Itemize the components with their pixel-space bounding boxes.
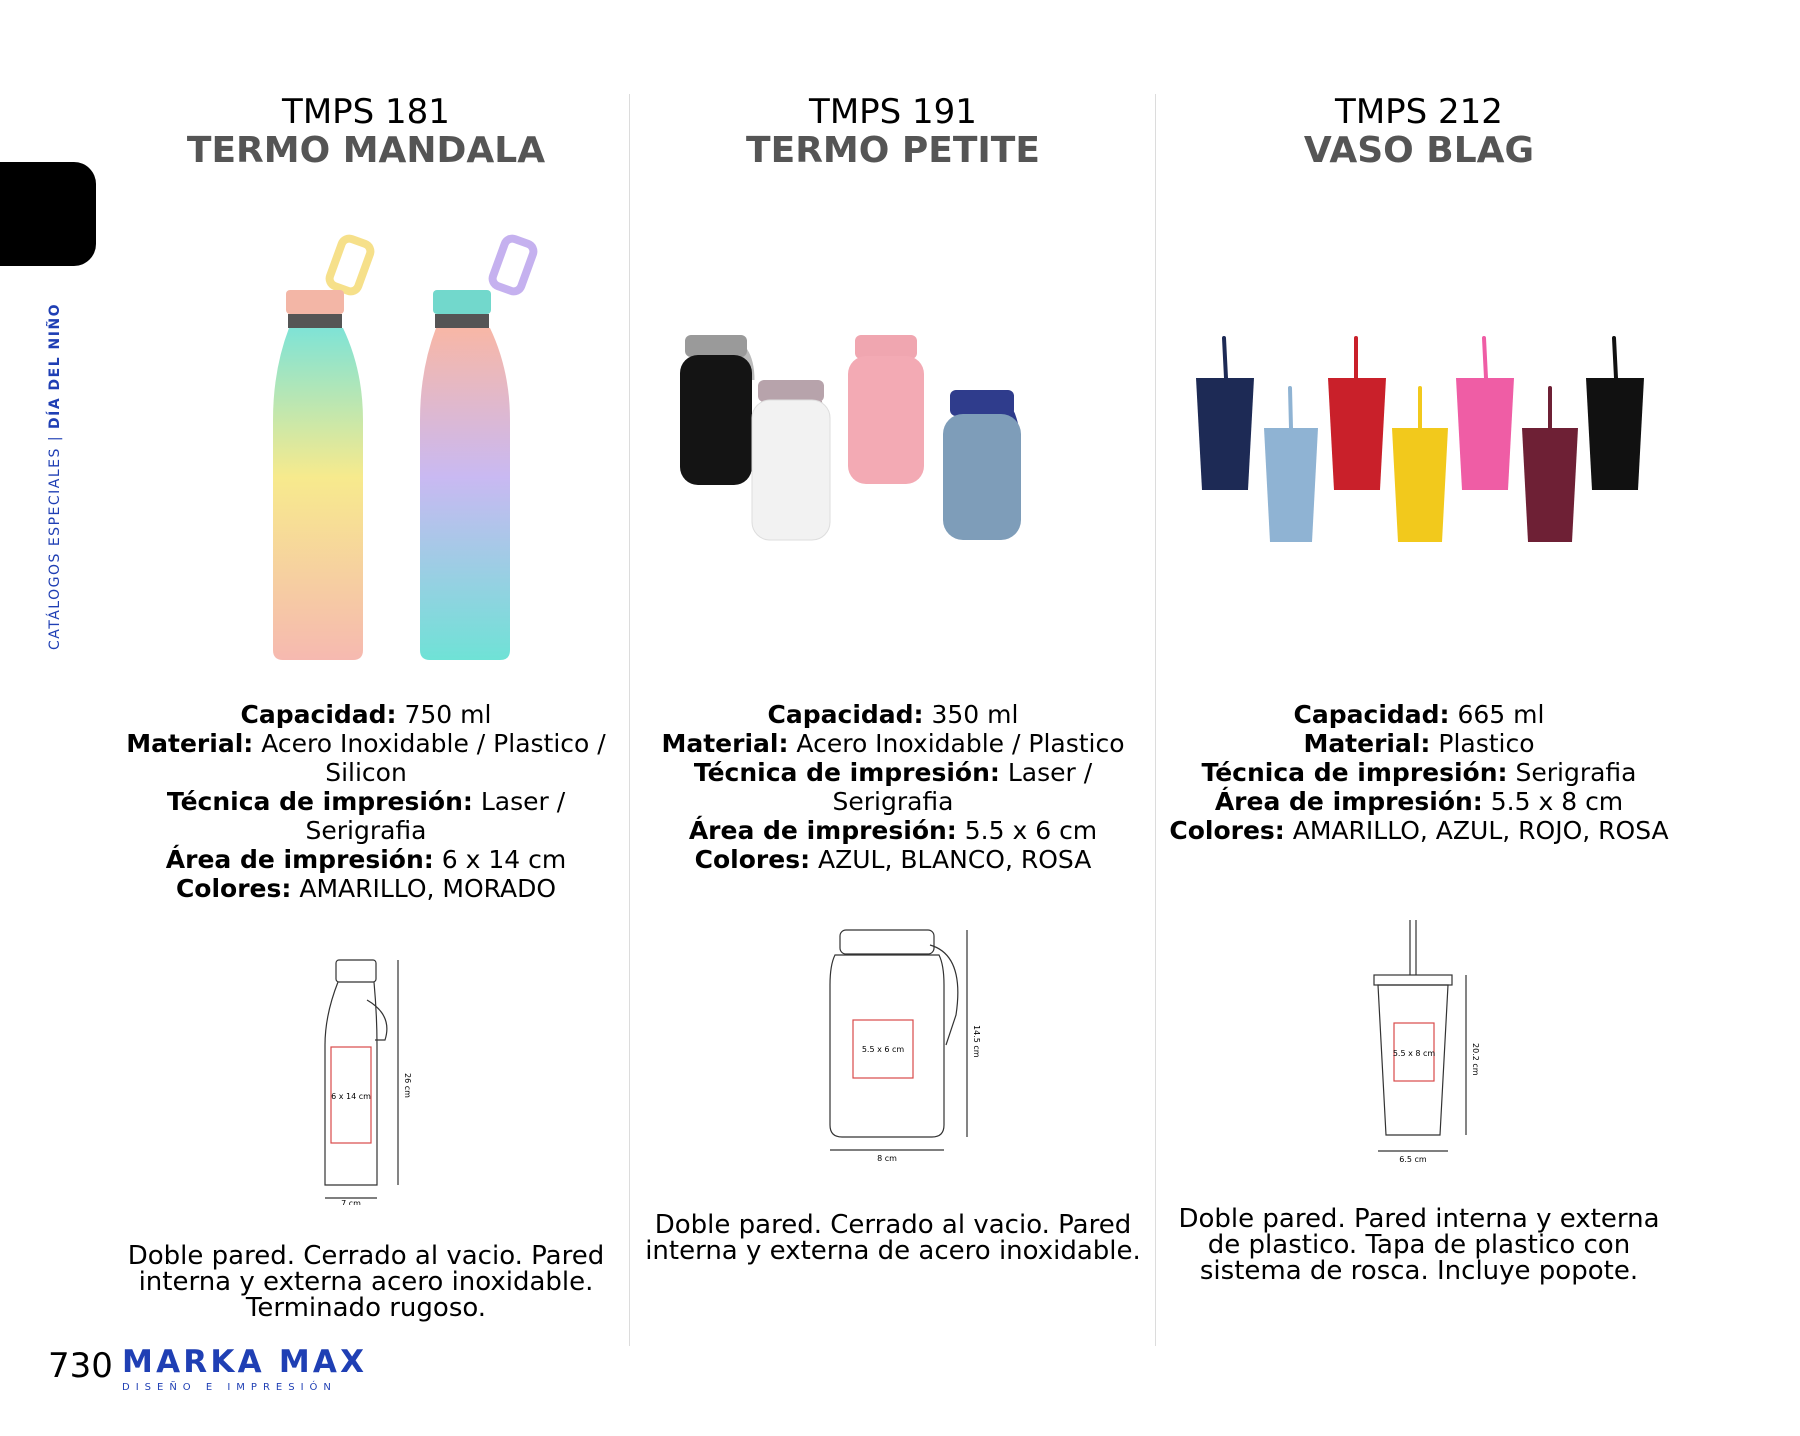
product-description: Doble pared. Cerrado al vacio. Pared interna y externa acero inoxidable. Terminado rugoso.	[127, 1241, 605, 1323]
spec-value: Plastico	[1438, 729, 1535, 758]
section-tab	[0, 162, 96, 266]
spec-line	[1164, 816, 1674, 845]
page-number: 730	[48, 1346, 113, 1386]
product-code: TMPS 181	[282, 92, 450, 132]
spec-value: 665 ml	[1457, 700, 1545, 729]
spec-label: Técnica de impresión:	[166, 787, 473, 816]
technical-drawing	[103, 955, 629, 1205]
spec-label: Técnica de impresión:	[1201, 758, 1508, 787]
spec-label: Capacidad:	[767, 700, 924, 729]
spec-value: AMARILLO, MORADO	[299, 874, 557, 903]
spec-line	[111, 787, 621, 845]
spec-line	[638, 700, 1148, 729]
spec-value: AZUL, BLANCO, ROSA	[818, 845, 1092, 874]
spec-line	[638, 816, 1148, 845]
spec-label: Material:	[661, 729, 789, 758]
product-card	[630, 0, 1156, 1340]
spec-value: Acero Inoxidable / Plastico / Silicon	[261, 729, 606, 787]
sidebar-label	[47, 303, 63, 650]
spec-value: Laser / Serigrafia	[305, 787, 566, 845]
spec-value: Acero Inoxidable / Plastico	[796, 729, 1125, 758]
product-name: TERMO PETITE	[746, 130, 1040, 171]
spec-value: 5.5 x 6 cm	[964, 816, 1098, 845]
spec-label: Capacidad:	[1293, 700, 1450, 729]
spec-line	[111, 874, 621, 903]
sidebar-section: DÍA DEL NIÑO	[47, 302, 63, 429]
product-name: TERMO MANDALA	[186, 130, 546, 171]
spec-line	[638, 729, 1148, 758]
spec-value: Serigrafia	[1515, 758, 1637, 787]
spec-label: Área de impresión:	[1214, 787, 1483, 816]
spec-label: Área de impresión:	[688, 816, 957, 845]
print-dim: 6 x 14 cm	[331, 1092, 371, 1101]
spec-label: Capacidad:	[240, 700, 397, 729]
product-description: Doble pared. Pared interna y externa de plastico. Tapa de plastico con sistema de rosca. Incluye popote.	[1178, 1204, 1660, 1286]
height-dim: 20.2 cm	[1471, 1043, 1480, 1076]
technical-drawing	[1156, 915, 1682, 1165]
spec-value: Laser / Serigrafia	[832, 758, 1093, 816]
width-dim: 7 cm	[341, 1199, 361, 1205]
product-specs	[1164, 700, 1674, 845]
bottle-handle	[327, 236, 372, 293]
spec-value: 5.5 x 8 cm	[1490, 787, 1624, 816]
product-description: Doble pared. Cerrado al vacio. Pared interna y externa de acero inoxidable.	[645, 1210, 1141, 1266]
product-card	[1156, 0, 1682, 1340]
product-photo	[630, 320, 1156, 560]
product-photo	[103, 230, 629, 670]
product-code: TMPS 212	[1335, 92, 1503, 132]
spec-label: Colores:	[175, 874, 292, 903]
spec-label: Área de impresión:	[165, 845, 434, 874]
width-dim: 8 cm	[877, 1154, 897, 1163]
product-code: TMPS 191	[809, 92, 977, 132]
spec-label: Técnica de impresión:	[693, 758, 1000, 787]
spec-line	[1164, 729, 1674, 758]
spec-line	[638, 845, 1148, 874]
spec-line	[1164, 700, 1674, 729]
bottle-handle	[490, 236, 535, 293]
technical-drawing	[630, 925, 1156, 1165]
product-card	[103, 0, 629, 1340]
spec-label: Material:	[1303, 729, 1431, 758]
spec-value: 750 ml	[404, 700, 492, 729]
print-dim: 5.5 x 8 cm	[1392, 1049, 1436, 1058]
spec-line	[1164, 758, 1674, 787]
spec-value: 6 x 14 cm	[441, 845, 567, 874]
spec-line	[111, 700, 621, 729]
spec-line	[638, 758, 1148, 816]
product-name: VASO BLAG	[1303, 130, 1535, 171]
spec-line	[111, 845, 621, 874]
width-dim: 6.5 cm	[1399, 1155, 1427, 1164]
spec-value: AMARILLO, AZUL, ROJO, ROSA	[1292, 816, 1669, 845]
spec-value: 350 ml	[931, 700, 1019, 729]
product-specs	[638, 700, 1148, 874]
product-specs	[111, 700, 621, 903]
spec-line	[111, 729, 621, 787]
sidebar-separator: |	[47, 434, 63, 442]
height-dim: 14.5 cm	[972, 1025, 981, 1058]
sidebar-category: CATÁLOGOS ESPECIALES	[47, 447, 63, 650]
brand-logo	[122, 1342, 372, 1394]
brand-name: MARKA MAX	[122, 1344, 364, 1380]
brand-tagline: DISEÑO E IMPRESIÓN	[122, 1382, 337, 1393]
height-dim: 26 cm	[403, 1073, 412, 1098]
product-photo	[1156, 330, 1682, 560]
spec-label: Material:	[126, 729, 254, 758]
spec-label: Colores:	[694, 845, 811, 874]
spec-label: Colores:	[1169, 816, 1285, 845]
spec-line	[1164, 787, 1674, 816]
print-dim: 5.5 x 6 cm	[861, 1045, 905, 1054]
